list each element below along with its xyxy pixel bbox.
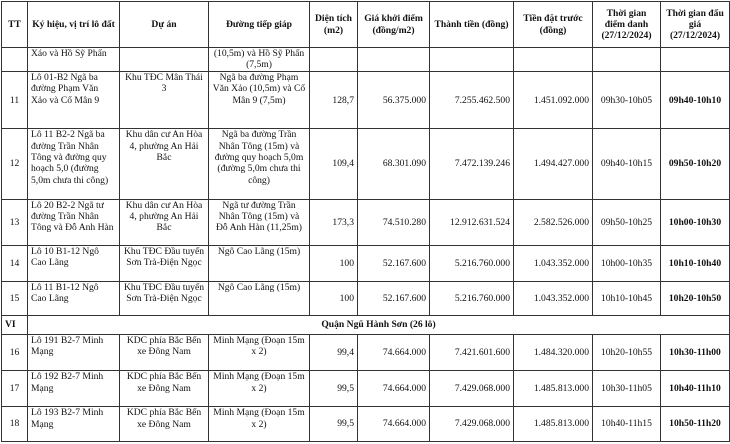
row-total: 7.255.462.500 (430, 72, 514, 129)
row-area: 100 (310, 281, 358, 316)
row-price: 68.301.090 (358, 129, 430, 199)
row-road: Ngô Cao Lãng (15m) (209, 281, 310, 316)
row-total: 7.472.139.246 (430, 129, 514, 199)
row-area: 128,7 (310, 72, 358, 129)
row-tt: 16 (2, 334, 28, 371)
carryover-project (120, 48, 209, 72)
table-row (2, 129, 730, 199)
table-row (2, 245, 730, 281)
row-road: Minh Mạng (Đoạn 15m x 2) (209, 371, 310, 407)
row-deposit: 1.043.352.000 (514, 281, 593, 316)
section-title: Quận Ngũ Hành Sơn (26 lô) (28, 316, 730, 334)
row-total: 5.216.760.000 (430, 281, 514, 316)
row-lot: Lô 193 B2-7 Minh Mạng (28, 407, 120, 442)
row-auction: 10h50-11h20 (661, 407, 730, 442)
col-project: Dự án (120, 2, 209, 48)
row-road: Ngô Cao Lãng (15m) (209, 245, 310, 281)
row-tt: 14 (2, 245, 28, 281)
row-tt: 12 (2, 129, 28, 199)
section-number: VI (2, 316, 28, 334)
row-tt: 15 (2, 281, 28, 316)
table-row (2, 199, 730, 245)
row-lot: Lô 191 B2-7 Minh Mạng (28, 334, 120, 371)
row-lot: Lô 11 B2-2 Ngã ba đường Trần Nhân Tông và đường quy hoạch 5,0 (đường 5,0m chưa thi công) (28, 129, 120, 199)
row-price: 52.167.600 (358, 281, 430, 316)
row-total: 7.421.601.600 (430, 334, 514, 371)
row-checkin: 09h50-10h25 (593, 199, 661, 245)
row-auction: 09h40-10h10 (661, 72, 730, 129)
col-deposit: Tiền đặt trước (đồng) (514, 2, 593, 48)
row-project: Khu TĐC Đầu tuyến Sơn Trà-Điện Ngọc (120, 281, 209, 316)
col-area: Diện tích (m2) (310, 2, 358, 48)
row-lot: Lô 192 B2-7 Minh Mạng (28, 371, 120, 407)
table-row (2, 407, 730, 442)
row-checkin: 10h10-10h45 (593, 281, 661, 316)
row-auction: 10h30-11h00 (661, 334, 730, 371)
table-row (2, 281, 730, 316)
row-area: 173,3 (310, 199, 358, 245)
row-deposit: 1.485.813.000 (514, 407, 593, 442)
row-area: 99,5 (310, 407, 358, 442)
row-road: Minh Mạng (Đoạn 15m x 2) (209, 334, 310, 371)
row-road: Ngã tư đường Trần Nhân Tông (15m) và Đỗ Anh Hàn (11,25m) (209, 199, 310, 245)
row-deposit: 1.485.813.000 (514, 371, 593, 407)
row-lot: Lô 20 B2-2 Ngã tư đường Trần Nhân Tông và Đỗ Anh Hàn (28, 199, 120, 245)
row-project: KDC phía Bắc Bến xe Đông Nam (120, 407, 209, 442)
row-checkin: 10h30-11h05 (593, 371, 661, 407)
row-auction: 10h10-10h40 (661, 245, 730, 281)
col-lot: Ký hiệu, vị trí lô đất (28, 2, 120, 48)
table-row (2, 334, 730, 371)
row-auction: 10h40-11h10 (661, 371, 730, 407)
row-project: Khu TĐC Mân Thái 3 (120, 72, 209, 129)
col-road: Đường tiếp giáp (209, 2, 310, 48)
row-tt: 13 (2, 199, 28, 245)
carryover-lot: Xáo và Hồ Sỹ Phấn (28, 48, 120, 72)
row-area: 99,4 (310, 334, 358, 371)
row-project: Khu dân cư An Hòa 4, phường An Hải Bắc (120, 129, 209, 199)
row-road: Minh Mạng (Đoạn 15m x 2) (209, 407, 310, 442)
row-tt: 18 (2, 407, 28, 442)
row-area: 109,4 (310, 129, 358, 199)
row-checkin: 10h00-10h35 (593, 245, 661, 281)
row-total: 7.429.068.000 (430, 371, 514, 407)
row-price: 56.375.000 (358, 72, 430, 129)
row-deposit: 1.043.352.000 (514, 245, 593, 281)
row-price: 74.664.000 (358, 407, 430, 442)
row-lot: Lô 11 B1-12 Ngô Cao Lãng (28, 281, 120, 316)
row-checkin: 09h30-10h05 (593, 72, 661, 129)
col-total: Thành tiền (đồng) (430, 2, 514, 48)
col-price: Giá khởi điểm (đồng/m2) (358, 2, 430, 48)
row-tt: 11 (2, 72, 28, 129)
header-row (2, 2, 730, 48)
auction-table (1, 1, 730, 442)
row-project: Khu dân cư An Hòa 4, phường An Hải Bắc (120, 199, 209, 245)
row-road: Ngã ba đường Trần Nhân Tông (15m) và đường quy hoạch 5,0m (đường 5,0m chưa thi công) (209, 129, 310, 199)
row-total: 7.429.068.000 (430, 407, 514, 442)
row-project: KDC phía Bắc Bến xe Đông Nam (120, 371, 209, 407)
col-tt: TT (2, 2, 28, 48)
table-row (2, 72, 730, 129)
carryover-tt (2, 48, 28, 72)
row-price: 74.664.000 (358, 371, 430, 407)
carryover-row (2, 48, 730, 72)
row-price: 74.664.000 (358, 334, 430, 371)
row-lot: Lô 01-B2 Ngã ba đường Phạm Văn Xảo và Cổ Mân 9 (28, 72, 120, 129)
row-deposit: 1.494.427.000 (514, 129, 593, 199)
carryover-road: (10,5m) và Hồ Sỹ Phấn (7,5m) (209, 48, 310, 72)
col-checkin: Thời gian điểm danh (27/12/2024) (593, 2, 661, 48)
row-road: Ngã ba đường Phạm Văn Xảo (10,5m) và Cổ Mân 9 (7,5m) (209, 72, 310, 129)
row-project: KDC phía Bắc Bến xe Đông Nam (120, 334, 209, 371)
row-area: 99,5 (310, 371, 358, 407)
row-deposit: 1.451.092.000 (514, 72, 593, 129)
col-auction: Thời gian đấu giá (27/12/2024) (661, 2, 730, 48)
row-auction: 09h50-10h20 (661, 129, 730, 199)
table-row (2, 371, 730, 407)
row-checkin: 09h40-10h15 (593, 129, 661, 199)
row-area: 100 (310, 245, 358, 281)
row-checkin: 10h20-10h55 (593, 334, 661, 371)
row-lot: Lô 10 B1-12 Ngô Cao Lãng (28, 245, 120, 281)
row-total: 12.912.631.524 (430, 199, 514, 245)
row-price: 52.167.600 (358, 245, 430, 281)
row-deposit: 1.484.320.000 (514, 334, 593, 371)
row-checkin: 10h40-11h15 (593, 407, 661, 442)
section-row (2, 316, 730, 334)
row-price: 74.510.280 (358, 199, 430, 245)
row-tt: 17 (2, 371, 28, 407)
row-deposit: 2.582.526.000 (514, 199, 593, 245)
row-project: Khu TĐC Đầu tuyến Sơn Trà-Điện Ngọc (120, 245, 209, 281)
row-auction: 10h20-10h50 (661, 281, 730, 316)
row-total: 5.216.760.000 (430, 245, 514, 281)
row-auction: 10h00-10h30 (661, 199, 730, 245)
